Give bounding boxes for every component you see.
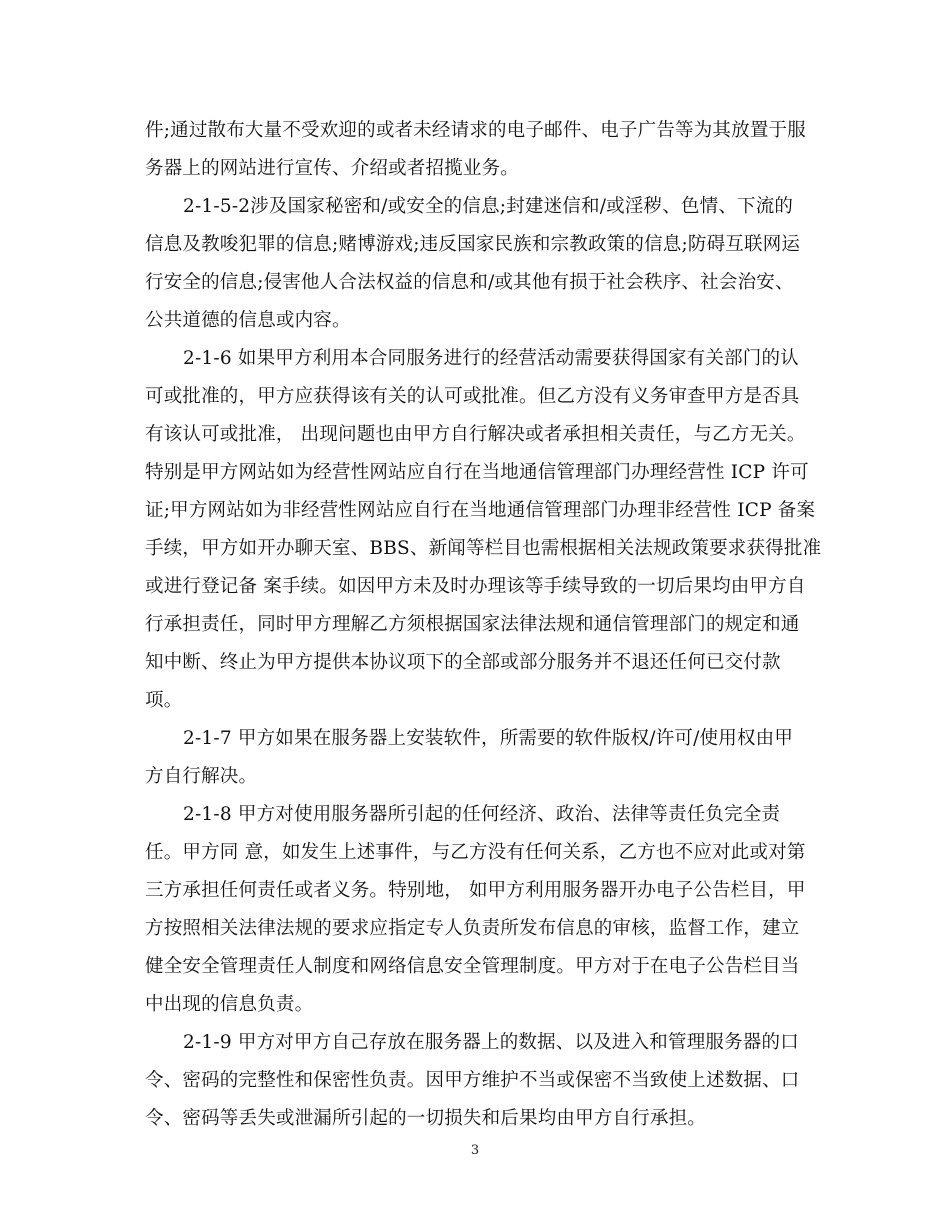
text-line: 行承担责任，同时甲方理解乙方须根据国家法律法规和通信管理部门的规定和通	[145, 614, 800, 635]
text-line: 方按照相关法律法规的要求应指定专人负责所发布信息的审核，监督工作，建立	[145, 918, 800, 939]
paragraph-start-line: 2-1-9 甲方对甲方自己存放在服务器上的数据、以及进入和管理服务器的口	[183, 1032, 799, 1053]
text-line: 或进行登记备 案手续。如因甲方未及时办理该等手续导致的一切后果均由甲方自	[145, 576, 806, 597]
text-line: 行安全的信息;侵害他人合法权益的信息和/或其他有损于社会秩序、社会治安、	[145, 272, 794, 293]
paragraph-start-line: 2-1-8 甲方对使用服务器所引起的任何经济、政治、法律等责任负完全责	[183, 804, 781, 825]
text-line: 知中断、终止为甲方提供本协议项下的全部或部分服务并不退还任何已交付款	[145, 652, 781, 673]
text-line: 务器上的网站进行宣传、介绍或者招揽业务。	[145, 158, 520, 179]
paragraph-start-line: 2-1-7 甲方如果在服务器上安装软件，所需要的软件版权/许可/使用权由甲	[183, 728, 794, 749]
text-line: 任。甲方同 意，如发生上述事件，与乙方没有任何关系，乙方也不应对此或对第	[145, 842, 806, 863]
text-line: 项。	[145, 690, 183, 711]
text-line: 有该认可或批准， 出现问题也由甲方自行解决或者承担相关责任，与乙方无关。	[145, 424, 806, 445]
text-line: 令、密码等丢失或泄漏所引起的一切损失和后果均由甲方自行承担。	[145, 1108, 707, 1129]
text-line: 方自行解决。	[145, 766, 258, 787]
text-line: 令、密码的完整性和保密性负责。因甲方维护不当或保密不当致使上述数据、口	[145, 1070, 800, 1091]
text-line: 信息及教唆犯罪的信息;赌博游戏;违反国家民族和宗教政策的信息;防碍互联网运	[145, 234, 801, 255]
text-line: 健全安全管理责任人制度和网络信息安全管理制度。甲方对于在电子公告栏目当	[145, 956, 800, 977]
text-line: 中出现的信息负责。	[145, 994, 314, 1015]
page-number: 3	[470, 1143, 480, 1158]
text-line: 三方承担任何责任或者义务。特别地， 如甲方利用服务器开办电子公告栏目，甲	[145, 880, 806, 901]
text-line: 件;通过散布大量不受欢迎的或者未经请求的电子邮件、电子广告等为其放置于服	[145, 120, 806, 141]
paragraph-start-line: 2-1-6 如果甲方利用本合同服务进行的经营活动需要获得国家有关部门的认	[183, 348, 799, 369]
document-body	[145, 117, 822, 1143]
text-line: 可或批准的，甲方应获得该有关的认可或批准。但乙方没有义务审查甲方是否具	[145, 386, 800, 407]
text-line: 证;甲方网站如为非经营性网站应自行在当地通信管理部门办理非经营性 ICP 备案	[145, 500, 816, 521]
text-line: 特别是甲方网站如为经营性网站应自行在当地通信管理部门办理经营性 ICP 许可	[145, 462, 809, 483]
text-line: 公共道德的信息或内容。	[145, 310, 351, 331]
text-line: 手续，甲方如开办聊天室、BBS、新闻等栏目也需根据相关法规政策要求获得批准	[145, 538, 822, 559]
paragraph-start-line: 2-1-5-2涉及国家秘密和/或安全的信息;封建迷信和/或淫秽、色情、下流的	[183, 196, 794, 217]
